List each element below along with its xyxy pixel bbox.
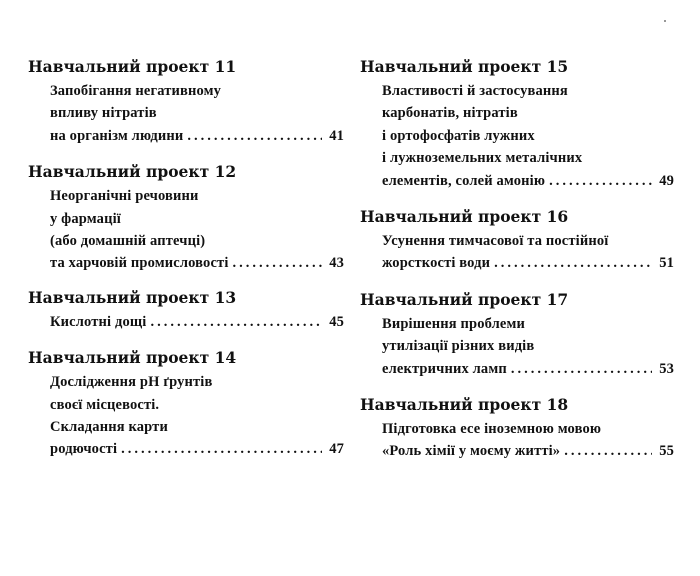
toc-line-with-page [382,170,674,192]
description-line: Запобігання негативному [50,83,222,99]
project-description [28,185,344,275]
description-line: і ортофосфатів лужних [382,127,535,144]
project-title: Навчальний проект 18 [360,395,569,415]
toc-line-with-page [50,125,344,147]
page-number: 43 [329,255,344,272]
dot-leader [150,311,322,333]
toc-line-with-page [50,252,344,274]
description-line: (або домашній аптечці) [50,233,206,250]
description-line: Підготовка есе іноземною мовою [382,421,602,438]
description-line: Усунення тимчасової та постійної [382,233,609,250]
dot-leader [494,252,652,274]
description-line: утилізації різних видів [382,338,535,355]
toc-entry-project-18[interactable] [360,394,674,463]
toc-line-with-page [382,358,674,380]
description-line: карбонатів, нітратів [382,105,518,122]
toc-line-with-page [50,311,344,333]
page-number: 55 [659,443,674,460]
dot-leader [187,125,322,147]
project-title: Навчальний проект 15 [360,57,569,76]
description-line: своєї місцевості. [50,396,160,413]
description-line: Вирішення проблеми [382,315,526,332]
toc-entry-project-11[interactable] [28,56,344,147]
project-description [28,80,344,147]
project-title: Навчальний проект 17 [360,289,569,309]
description-line: Дослідження pH ґрунтів [50,374,213,391]
page-number: 53 [659,360,674,377]
toc-line-with-page [382,252,674,274]
toc-entry-project-14[interactable] [28,347,344,461]
project-description [28,371,344,461]
page-number: 47 [329,441,344,458]
project-title: Навчальний проект 14 [28,348,237,368]
description-line: Кислотні дощі [50,313,147,330]
dot-leader [121,438,322,460]
toc-entry-project-16[interactable] [360,206,674,275]
toc-entry-project-17[interactable] [360,289,674,380]
project-title: Навчальний проект 16 [360,207,569,227]
description-line: електричних ламп [382,360,507,377]
description-line: на організм людини [50,127,184,144]
toc-entry-project-13[interactable] [28,287,344,333]
page-number: 51 [659,255,674,272]
project-title: Навчальний проект 13 [28,287,237,307]
project-description [360,80,674,192]
description-line: елементів, солей амонію [382,172,546,189]
description-line: впливу нітратів [50,105,157,122]
project-description [360,313,674,380]
page-number: 41 [329,127,344,144]
dot-leader [564,440,652,462]
page-number: 49 [659,172,674,189]
toc-line-with-page [50,438,344,460]
description-line: «Роль хімії у моєму житті» [382,443,561,460]
toc-entry-project-12[interactable] [28,161,344,275]
project-description [360,418,674,463]
dot-leader [549,170,652,192]
project-title: Навчальний проект 12 [28,162,237,182]
dot-leader [511,358,652,380]
description-line: жорсткості води [382,255,491,272]
toc-entry-project-15[interactable] [360,56,674,192]
toc-column-left [28,56,344,475]
description-line: Складання карти [50,419,168,436]
description-line: у фармації [50,210,121,227]
toc-line-with-page [382,440,674,462]
description-line: і лужноземельних металічних [382,150,583,167]
toc-column-right [360,56,674,477]
description-line: та харчовій промисловості [50,255,229,272]
description-line: Властивості й застосування [382,83,568,99]
description-line: Неорганічні речовини [50,188,199,205]
project-description [28,311,344,333]
page-speck [664,20,666,22]
description-line: родючості [50,441,118,458]
project-title: Навчальний проект 11 [28,57,237,76]
page-number: 45 [329,313,344,330]
project-description [360,230,674,275]
dot-leader [233,252,323,274]
